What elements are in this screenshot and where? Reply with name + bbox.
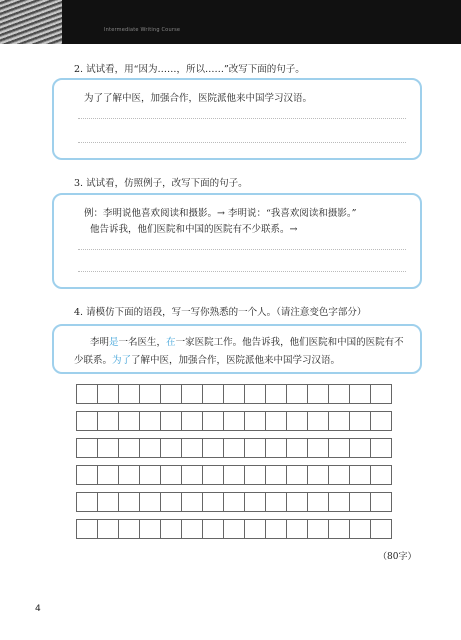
model-text: 少联系。: [74, 355, 113, 366]
grid-cell[interactable]: [139, 519, 161, 539]
model-text: 了解中医，加强合作，医院派他来中国学习汉语。: [131, 355, 341, 366]
grid-cell[interactable]: [370, 519, 392, 539]
question-3-example: 例：李明说他喜欢阅读和摄影。→ 李明说：“我喜欢阅读和摄影。”: [84, 208, 357, 219]
grid-cell[interactable]: [286, 465, 308, 485]
question-4-line-1: [90, 334, 404, 348]
grid-cell[interactable]: [97, 519, 119, 539]
question-4-instruction: 4. 请模仿下面的语段，写一写你熟悉的一个人。（请注意变色字部分）: [74, 307, 367, 318]
grid-cell[interactable]: [370, 465, 392, 485]
grid-cell[interactable]: [286, 384, 308, 404]
grid-cell[interactable]: [97, 465, 119, 485]
grid-cell[interactable]: [244, 492, 266, 512]
question-4-box: [52, 324, 422, 374]
answer-line: [78, 271, 406, 272]
grid-cell[interactable]: [328, 519, 350, 539]
grid-cell[interactable]: [181, 384, 203, 404]
question-4-line-2: [74, 352, 340, 366]
grid-cell[interactable]: [349, 411, 371, 431]
grid-cell[interactable]: [160, 411, 182, 431]
highlight-text: 在: [166, 337, 176, 348]
grid-cell[interactable]: [181, 411, 203, 431]
grid-cell[interactable]: [118, 411, 140, 431]
grid-cell[interactable]: [202, 411, 224, 431]
grid-cell[interactable]: [244, 438, 266, 458]
grid-cell[interactable]: [139, 465, 161, 485]
word-count: （80字）: [378, 552, 417, 562]
grid-cell[interactable]: [286, 411, 308, 431]
grid-cell[interactable]: [76, 492, 98, 512]
grid-cell[interactable]: [181, 465, 203, 485]
header-image: [0, 0, 62, 44]
grid-cell[interactable]: [76, 384, 98, 404]
grid-row: [76, 384, 408, 404]
grid-cell[interactable]: [307, 519, 329, 539]
grid-cell[interactable]: [244, 411, 266, 431]
header-text: Intermediate Writing Course: [104, 27, 181, 33]
grid-cell[interactable]: [265, 411, 287, 431]
grid-cell[interactable]: [286, 492, 308, 512]
grid-cell[interactable]: [97, 384, 119, 404]
grid-cell[interactable]: [76, 519, 98, 539]
header-bar: [0, 0, 461, 44]
grid-cell[interactable]: [202, 438, 224, 458]
grid-cell[interactable]: [223, 465, 245, 485]
grid-cell[interactable]: [202, 384, 224, 404]
grid-cell[interactable]: [307, 492, 329, 512]
question-3-box: [52, 193, 422, 289]
grid-cell[interactable]: [223, 519, 245, 539]
writing-grid[interactable]: [76, 384, 408, 540]
grid-cell[interactable]: [328, 438, 350, 458]
grid-cell[interactable]: [370, 384, 392, 404]
question-2-sentence: 为了了解中医，加强合作，医院派他来中国学习汉语。: [84, 93, 313, 104]
grid-cell[interactable]: [265, 465, 287, 485]
grid-cell[interactable]: [139, 384, 161, 404]
grid-cell[interactable]: [223, 438, 245, 458]
page-number: 4: [35, 604, 41, 614]
answer-line: [78, 249, 406, 250]
model-text: 一家医院工作。他告诉我，他们医院和中国的医院有不: [175, 337, 404, 348]
grid-cell[interactable]: [307, 438, 329, 458]
grid-cell[interactable]: [160, 384, 182, 404]
grid-cell[interactable]: [328, 492, 350, 512]
model-text: 李明: [90, 337, 110, 348]
grid-cell[interactable]: [160, 519, 182, 539]
grid-cell[interactable]: [244, 384, 266, 404]
grid-cell[interactable]: [139, 411, 161, 431]
grid-cell[interactable]: [118, 438, 140, 458]
grid-cell[interactable]: [223, 492, 245, 512]
grid-row: [76, 519, 408, 539]
grid-cell[interactable]: [265, 438, 287, 458]
grid-cell[interactable]: [370, 411, 392, 431]
grid-cell[interactable]: [97, 438, 119, 458]
grid-cell[interactable]: [139, 438, 161, 458]
grid-cell[interactable]: [223, 411, 245, 431]
grid-cell[interactable]: [307, 465, 329, 485]
grid-cell[interactable]: [118, 384, 140, 404]
grid-cell[interactable]: [349, 519, 371, 539]
answer-line: [78, 118, 406, 119]
grid-cell[interactable]: [328, 465, 350, 485]
answer-line: [78, 142, 406, 143]
question-2-instruction: 2. 试试看，用“因为……，所以……”改写下面的句子。: [74, 64, 305, 75]
grid-cell[interactable]: [349, 438, 371, 458]
grid-cell[interactable]: [202, 519, 224, 539]
grid-cell[interactable]: [349, 384, 371, 404]
grid-cell[interactable]: [118, 465, 140, 485]
highlight-text: 是: [109, 337, 119, 348]
grid-cell[interactable]: [202, 492, 224, 512]
question-2-box: [52, 78, 422, 160]
grid-cell[interactable]: [181, 492, 203, 512]
grid-cell[interactable]: [76, 438, 98, 458]
grid-row: [76, 465, 408, 485]
grid-cell[interactable]: [349, 492, 371, 512]
grid-cell[interactable]: [223, 384, 245, 404]
grid-cell[interactable]: [265, 519, 287, 539]
grid-cell[interactable]: [76, 465, 98, 485]
grid-cell[interactable]: [244, 519, 266, 539]
grid-cell[interactable]: [370, 438, 392, 458]
grid-cell[interactable]: [286, 438, 308, 458]
grid-cell[interactable]: [160, 492, 182, 512]
grid-cell[interactable]: [118, 492, 140, 512]
grid-cell[interactable]: [118, 519, 140, 539]
grid-cell[interactable]: [160, 438, 182, 458]
grid-cell[interactable]: [349, 465, 371, 485]
grid-cell[interactable]: [307, 411, 329, 431]
grid-cell[interactable]: [181, 519, 203, 539]
question-3-sentence: 他告诉我，他们医院和中国的医院有不少联系。→: [90, 224, 298, 235]
question-3-instruction: 3. 试试看，仿照例子，改写下面的句子。: [74, 178, 248, 189]
grid-cell[interactable]: [265, 492, 287, 512]
grid-row: [76, 411, 408, 431]
grid-cell[interactable]: [244, 465, 266, 485]
grid-cell[interactable]: [307, 384, 329, 404]
grid-cell[interactable]: [370, 492, 392, 512]
grid-row: [76, 438, 408, 458]
model-text: 一名医生，: [118, 337, 167, 348]
grid-cell[interactable]: [202, 465, 224, 485]
grid-cell[interactable]: [265, 384, 287, 404]
grid-cell[interactable]: [97, 411, 119, 431]
grid-cell[interactable]: [328, 384, 350, 404]
grid-cell[interactable]: [328, 411, 350, 431]
grid-cell[interactable]: [97, 492, 119, 512]
grid-cell[interactable]: [139, 492, 161, 512]
grid-cell[interactable]: [181, 438, 203, 458]
grid-cell[interactable]: [160, 465, 182, 485]
grid-cell[interactable]: [286, 519, 308, 539]
grid-row: [76, 492, 408, 512]
grid-cell[interactable]: [76, 411, 98, 431]
highlight-text: 为了: [112, 355, 132, 366]
